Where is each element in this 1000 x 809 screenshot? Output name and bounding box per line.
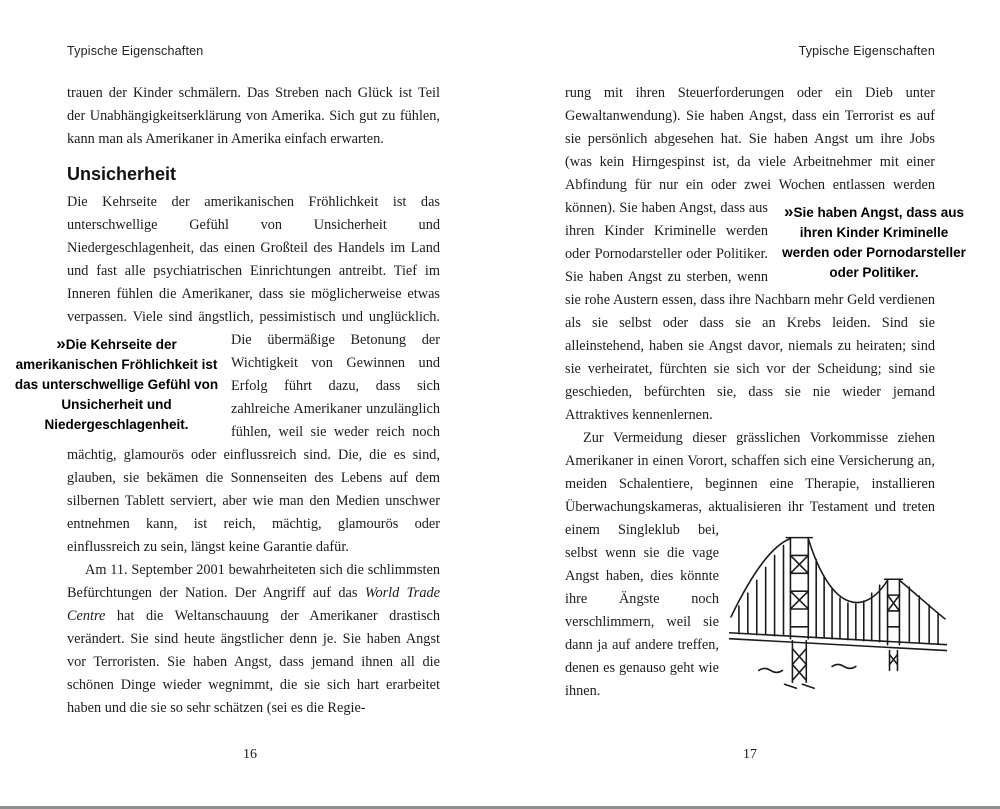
paragraph-text: Am 11. September 2001 bewahrheiteten sich die schlimmsten Befürchtungen der Nation. Der Angriff auf das [67,562,440,601]
paragraph-text: hat die Weltanschauung der Amerikaner drastisch verändert. Sie sind heute ängstlicher denn je. Sie haben Angst vor Terroristen. Sie haben Angst, dass jemand ihnen all die schönen Dinge wieder wegnimmt, die sie sich hart erarbeitet haben und die sie so sehr schätzen (sei es die Regie- [67,608,440,716]
paragraph-unsicherheit [14,191,440,559]
running-header-left: Typische Eigenschaften [67,44,204,58]
quote-marker-icon: » [783,202,792,221]
page-right [500,0,1000,809]
section-heading: Unsicherheit [67,164,177,184]
running-header-right: Typische Eigenschaften [798,44,935,58]
pull-quote-right [780,202,968,283]
pull-quote-left [14,334,219,435]
paragraph-text: selbst wenn sie die vage Angst haben, dies könnte ihre Ängste noch verschlimmern, weil sie dann ja auf andere treffen, denen es genauso geht wie ihnen. [565,545,719,699]
paragraph-angst [565,82,966,427]
pull-quote-text: Die Kehrseite der amerikanischen Fröhlichkeit ist das unterschwellige Gefühl von Unsicherheit und Niedergeschlagenheit. [14,337,219,432]
paragraph-text: Die Kehrseite der amerikanischen Fröhlichkeit ist das unterschwellige Gefühl von Unsicherheit und Niedergeschlagenheit, das einen Großteil des Handels im Land und fast alle psychiatrischen Einrichtungen antreibt. Tief im Inneren fühlen die Amerikaner, dass sie möglicherweise etwas verpassen. Viele sind ängstlich, pessimistisch und unglücklich. [67,194,440,325]
page-number-right: 17 [743,747,757,762]
paragraph-text: Die übermäßige Betonung der Wichtigkeit von Gewinnen und Erfolg führt dazu, dass sich zahlreiche Amerikaner unzulänglich fühlen, weil sie weder reich noch mächtig, glamourös oder einflussreich sind. Die, die es sind, glauben, sie bekämen die Sonnenseiten des Lebens auf dem silbernen Tablett serviert, aber wie man den Medien unschwer entnehmen kann, ist reich, mächtig, glamourös oder einflussreich zu sein, längst keine Garantie dafür. [67,332,440,555]
paragraph-text: Sie haben Angst, dass aus ihren Kinder Kriminelle werden oder Pornodarsteller oder Politiker. Sie haben Angst zu sterben, wenn sie rohe Austern essen, dass ihre Nachbarn mehr Geld verdienen als sie selbst oder dass sie an Krebs leiden. Sind sie alleinstehend, haben sie Angst davor, niemals zu heiraten; sind sie verheiratet, fürchten sie sich vor der Scheidung; sind sie geschieden, befürchten sie, dass sie nie wieder jemand Attraktives kennenlernen. [565,200,935,423]
italic-title-world-trade-centre: World Trade Centre [67,585,441,624]
pull-quote-text: Sie haben Angst, dass aus ihren Kinder Kriminelle werden oder Pornodarsteller oder Politiker. [782,205,966,280]
paragraph-intro [67,82,440,151]
quote-marker-icon: » [56,334,64,353]
paragraph-vermeidung [565,427,935,703]
paragraph-text: rung mit ihren Steuerforderungen oder ein Dieb unter Gewaltanwendung). Sie haben Angst, dass ein Terrorist es auf sie persönlich abgesehen hat. Sie haben Angst um ihre Jobs (was kein Hirngespinst ist, da viele Arbeitnehmer mit einer Abfindung für nur ein oder zwei Wochen entlassen werden können). [565,85,935,216]
paragraph-text: Zur Vermeidung dieser grässlichen Vorkommisse ziehen Amerikaner in einen Vorort, schaffen sich eine Versicherung an, meiden Schalentiere, beginnen eine Therapie, installieren Überwachungskameras, aktualisieren ihr Testament und treten einem Singleklub bei, [565,430,935,538]
golden-gate-bridge-illustration [729,521,947,693]
paragraph-september [67,559,440,720]
page-number-left: 16 [243,747,257,762]
paragraph-text: trauen der Kinder schmälern. Das Streben nach Glück ist Teil der Unabhängigkeitserklärung von Amerika. Sich gut zu fühlen, kann man als Amerikaner in Amerika einfach erwarten. [67,85,440,147]
